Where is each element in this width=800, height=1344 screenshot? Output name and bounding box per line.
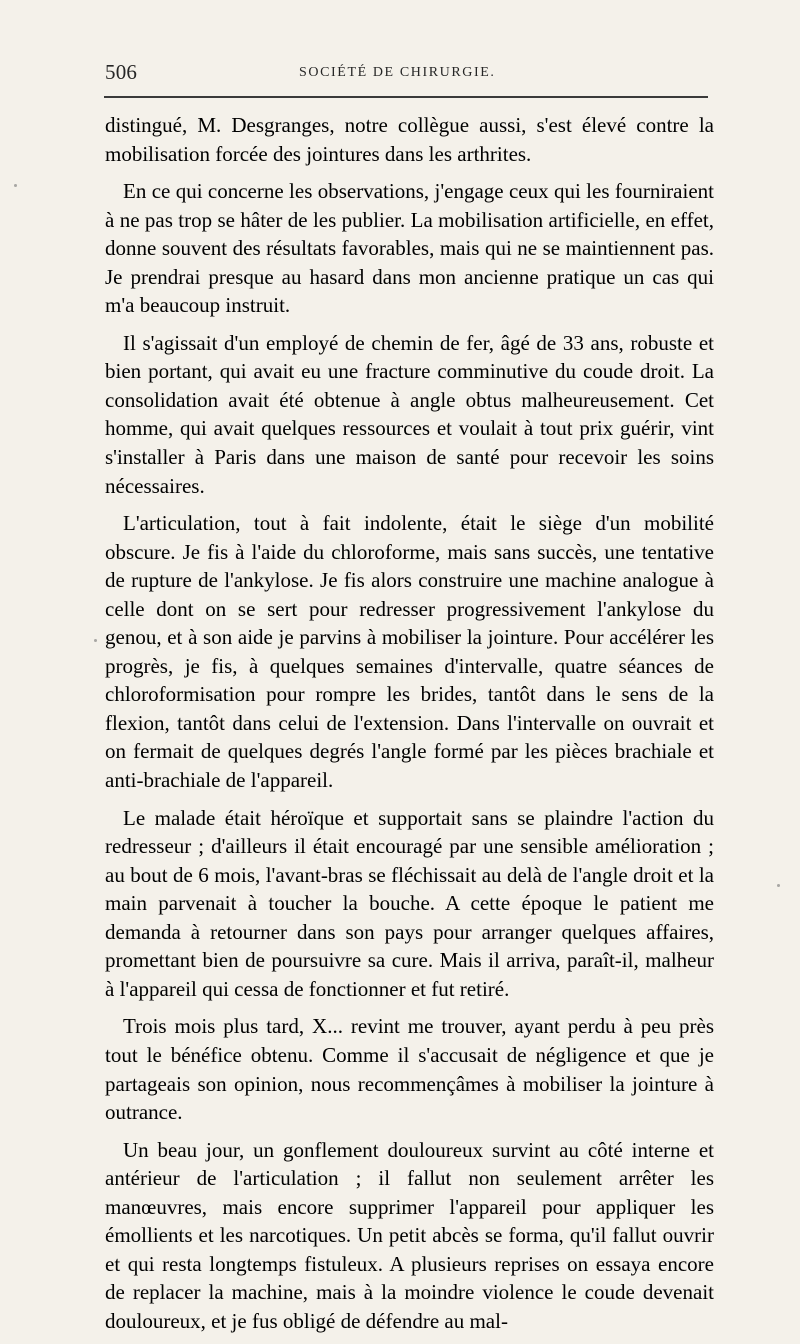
page-number: 506 [105, 60, 138, 84]
paragraph-2: En ce qui concerne les observations, j'engage ceux qui les fourniraient à ne pas trop se hâter de les publier. La mobilisation artificielle, en effet, donne souvent des résultats favorables, mais qui ne se maintiennent pas. Je prendrai presque au hasard dans mon ancienne pratique un cas qui m'a beaucoup instruit. [105, 179, 714, 318]
running-title: SOCIÉTÉ DE CHIRURGIE. [299, 65, 496, 80]
header-rule [104, 96, 708, 98]
paragraph-1: distingué, M. Desgranges, notre collègue aussi, s'est élevé contre la mobilisation forcée des jointures dans les arthrites. [105, 113, 714, 166]
paragraph-5: Le malade était héroïque et supportait sans se plaindre l'action du redresseur ; d'ailleurs il était encouragé par une sensible amélioration ; au bout de 6 mois, l'avant-bras se fléchissait au delà de l'angle droit et la main parvenait à toucher la bouche. A cette époque le patient me demanda à retourner dans son pays pour arranger quelques affaires, promettant bien de poursuivre sa cure. Mais il arriva, paraît-il, malheur à l'appareil qui cessa de fonctionner et fut retiré. [105, 805, 714, 1001]
paper-speck [777, 884, 780, 887]
paragraph-4: L'articulation, tout à fait indolente, était le siège d'un mobilité obscure. Je fis à l'aide du chloroforme, mais sans succès, une tentative de rupture de l'ankylose. Je fis alors construire une machine analogue à celle dont on se sert pour redresser progressivement l'ankylose du genou, et à son aide je parvins à mobiliser la jointure. Pour accélérer les progrès, je fis, à quelques semaines d'intervalle, quatre séances de chloroformisation pour rompre les brides, tantôt dans le sens de la flexion, tantôt dans celui de l'extension. Dans l'intervalle on ouvrait et on fermait de quelques degrés l'angle formé par les pièces brachiale et anti-brachiale de l'appareil. [105, 511, 714, 793]
paper-speck [14, 184, 17, 187]
page-header [105, 50, 714, 84]
paragraph-6: Trois mois plus tard, X... revint me trouver, ayant perdu à peu près tout le bénéfice obtenu. Comme il s'accusait de négligence et que je partageais son opinion, nous recommençâmes à mobiliser la jointure à outrance. [105, 1014, 714, 1125]
paragraph-3: Il s'agissait d'un employé de chemin de fer, âgé de 33 ans, robuste et bien portant, qui avait eu une fracture comminutive du coude droit. La consolidation avait été obtenue à angle obtus malheureusement. Cet homme, qui avait quelques ressources et voulait à tout prix guérir, vint s'installer à Paris dans une maison de santé pour recevoir les soins nécessaires. [105, 330, 714, 498]
paragraph-7: Un beau jour, un gonflement douloureux survint au côté interne et antérieur de l'articulation ; il fallut non seulement arrêter les manœuvres, mais encore supprimer l'appareil pour appliquer les émollients et les narcotiques. Un petit abcès se forma, qu'il fallut ouvrir et qui resta longtemps fistuleux. A plusieurs reprises on essaya encore de replacer la machine, mais à la moindre violence le coude devenait douloureux, et je fus obligé de défendre au mal- [105, 1137, 714, 1333]
body-text [105, 111, 714, 1344]
paper-speck [94, 639, 97, 642]
